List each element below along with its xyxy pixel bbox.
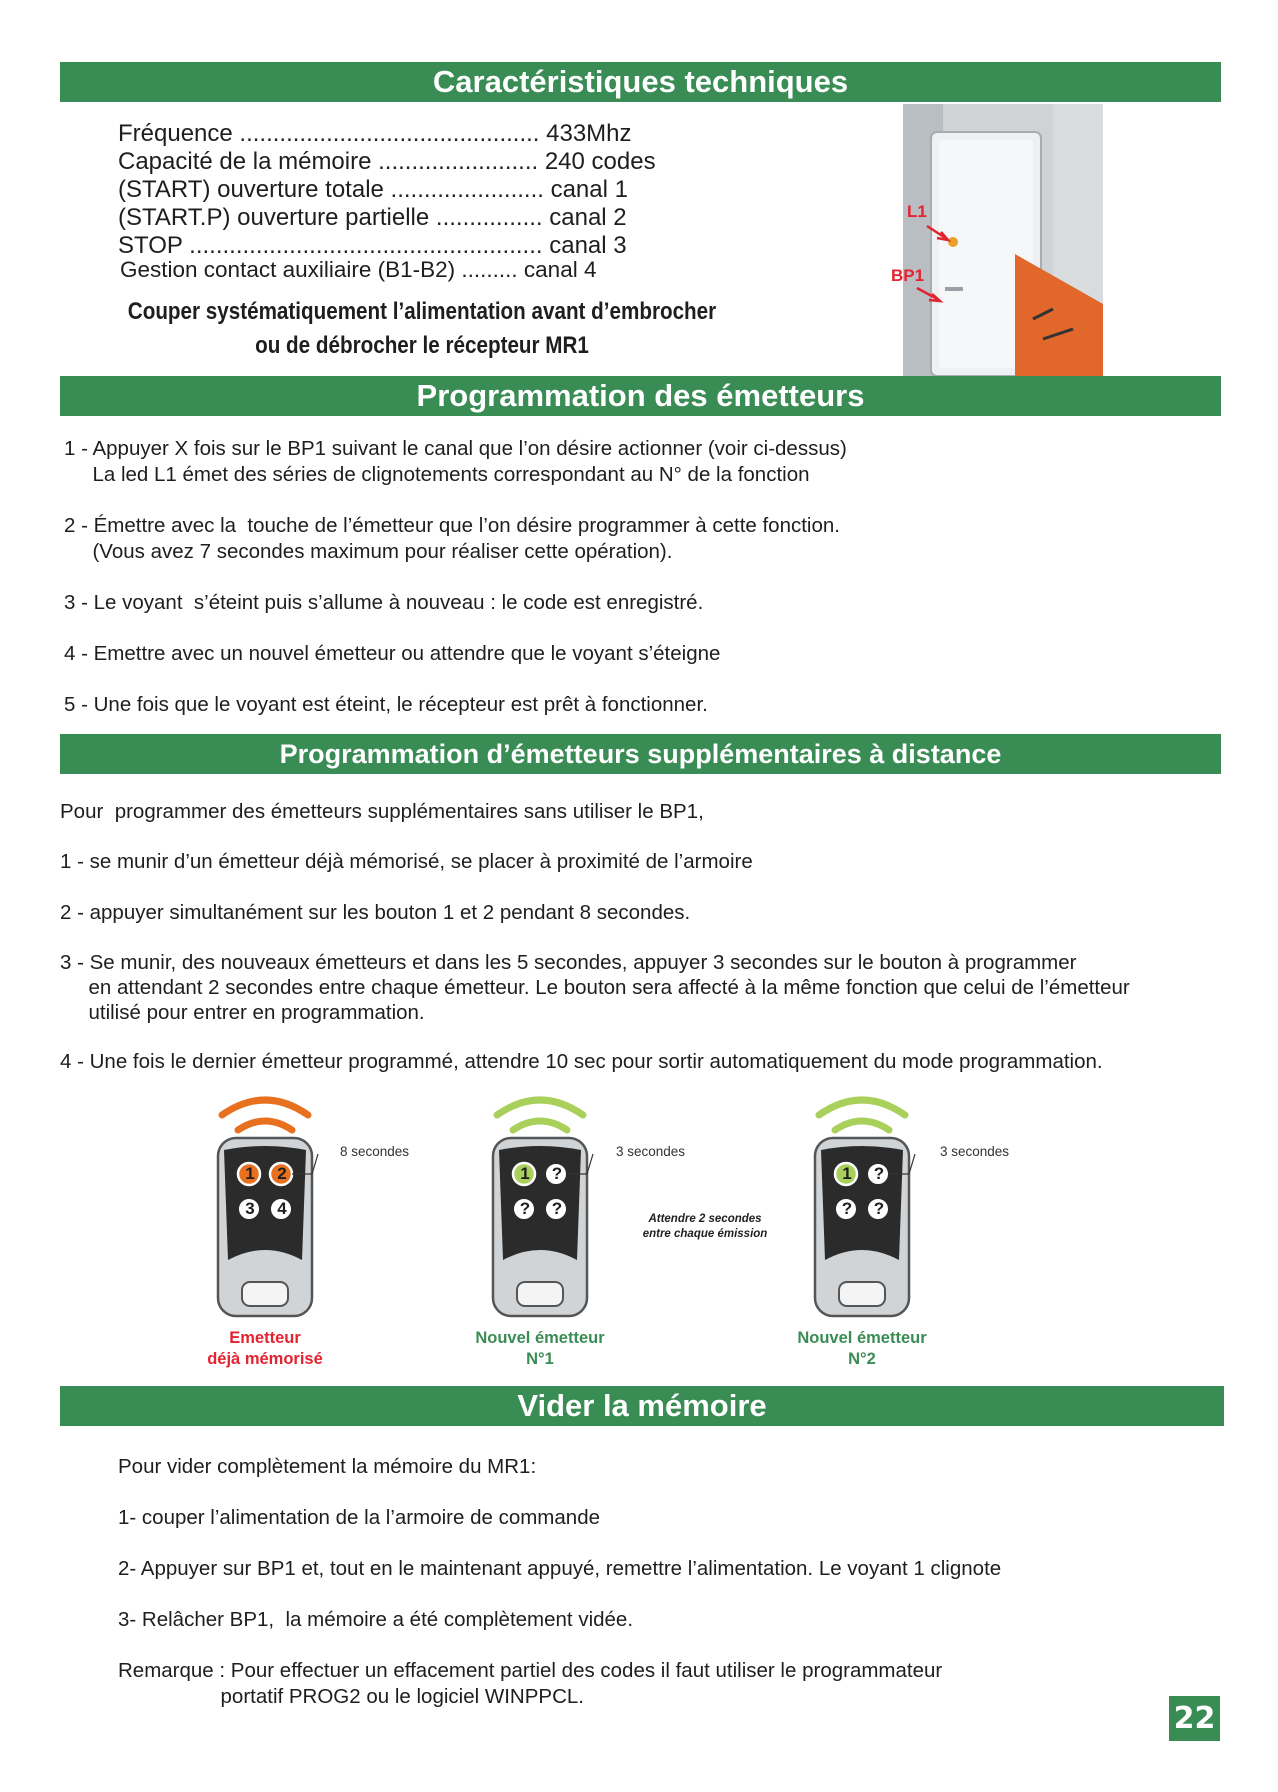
wait-note bbox=[620, 1212, 790, 1242]
signal-waves-icon bbox=[497, 1100, 583, 1115]
prog-step-4: 4 - Emettre avec un nouvel émetteur ou attendre que le voyant s’éteigne bbox=[64, 642, 721, 665]
remote-1-caption-line1: Emetteur bbox=[229, 1329, 301, 1347]
prog-step-3: 3 - Le voyant s’éteint puis s’allume à nouveau : le code est enregistré. bbox=[64, 591, 704, 614]
dist-intro: Pour programmer des émetteurs supplémentaires sans utiliser le BP1, bbox=[60, 800, 704, 823]
vider-remarque: Remarque : Pour effectuer un effacement partiel des codes il faut utiliser le programmateur bbox=[118, 1659, 943, 1682]
dist-step-3-detail-a: en attendant 2 secondes entre chaque émetteur. Le bouton sera affecté à la même fonction que celui de l’émetteur bbox=[60, 976, 1130, 999]
spec-auxiliaire: Gestion contact auxiliaire (B1-B2) ......... canal 4 bbox=[120, 257, 597, 282]
vider-step-2: 2- Appuyer sur BP1 et, tout en le maintenant appuyé, remettre l’alimentation. Le voyant 1 clignote bbox=[118, 1557, 1002, 1580]
spec-start: (START) ouverture totale ....................... canal 1 bbox=[118, 176, 628, 203]
wait-note-line2: entre chaque émission bbox=[642, 1228, 768, 1240]
remote-1-hold-label: 8 secondes bbox=[340, 1144, 410, 1159]
remote-3 bbox=[807, 1090, 917, 1320]
signal-waves-icon bbox=[819, 1100, 905, 1115]
remote-3-hold-label: 3 secondes bbox=[940, 1144, 1010, 1159]
remote-3-caption-line2: N°2 bbox=[848, 1350, 876, 1368]
spec-start-p: (START.P) ouverture partielle ................ canal 2 bbox=[118, 204, 627, 231]
remote-1-button-1: 1 bbox=[245, 1164, 255, 1183]
prog-step-5: 5 - Une fois que le voyant est éteint, le récepteur est prêt à fonctionner. bbox=[64, 693, 708, 716]
signal-waves-icon bbox=[222, 1100, 308, 1115]
remote-3-button-2: ? bbox=[873, 1164, 885, 1183]
spec-stop: STOP ..................................................... canal 3 bbox=[118, 232, 627, 259]
vider-remarque-detail: portatif PROG2 ou le logiciel WINPPCL. bbox=[118, 1685, 584, 1708]
remote-2 bbox=[485, 1090, 595, 1320]
vider-step-3: 3- Relâcher BP1, la mémoire a été complètement vidée. bbox=[118, 1608, 634, 1631]
vider-intro: Pour vider complètement la mémoire du MR1: bbox=[118, 1455, 537, 1478]
section-title-programmation: Programmation des émetteurs bbox=[60, 376, 1221, 416]
spec-capacite: Capacité de la mémoire ........................ 240 codes bbox=[118, 148, 656, 175]
remote-2-caption bbox=[445, 1328, 635, 1370]
remote-2-button-1: 1 bbox=[520, 1164, 530, 1183]
remote-2-caption-line2: N°1 bbox=[526, 1350, 554, 1368]
photo-label-bp1: BP1 bbox=[891, 266, 925, 285]
section-title-distance: Programmation d’émetteurs supplémentaires à distance bbox=[60, 734, 1221, 774]
remote-1-button-2: 2 bbox=[277, 1164, 287, 1183]
dist-step-3: 3 - Se munir, des nouveaux émetteurs et dans les 5 secondes, appuyer 3 secondes sur le bouton à programmer bbox=[60, 951, 1077, 974]
section-title-caracteristiques: Caractéristiques techniques bbox=[60, 62, 1221, 102]
prog-step-1: 1 - Appuyer X fois sur le BP1 suivant le canal que l’on désire actionner (voir ci-dessus) bbox=[64, 437, 847, 460]
spec-frequence: Fréquence ............................................. 433Mhz bbox=[118, 120, 632, 147]
remote-2-caption-line1: Nouvel émetteur bbox=[475, 1329, 605, 1347]
remote-1-button-3: 3 bbox=[245, 1199, 255, 1218]
remote-2-button-2: ? bbox=[551, 1164, 563, 1183]
warning-line-1: Couper systématiquement l’alimentation avant d’embrocher bbox=[127, 298, 717, 325]
remote-2-hold-label: 3 secondes bbox=[616, 1144, 686, 1159]
dist-step-1: 1 - se munir d’un émetteur déjà mémorisé, se placer à proximité de l’armoire bbox=[60, 850, 753, 873]
photo-arrows bbox=[903, 104, 1103, 376]
prog-step-1-detail: La led L1 émet des séries de clignotements correspondant au N° de la fonction bbox=[64, 463, 810, 486]
photo-label-l1: L1 bbox=[907, 202, 927, 221]
wait-note-line1: Attendre 2 secondes bbox=[648, 1213, 762, 1225]
remote-2-button-4: ? bbox=[551, 1199, 563, 1218]
prog-step-2: 2 - Émettre avec la touche de l’émetteur que l’on désire programmer à cette fonction. bbox=[64, 514, 840, 537]
warning-line-2: ou de débrocher le récepteur MR1 bbox=[255, 332, 589, 359]
remote-3-button-1: 1 bbox=[842, 1164, 852, 1183]
remote-3-button-4: ? bbox=[873, 1199, 885, 1218]
remote-1 bbox=[210, 1090, 320, 1320]
dist-step-4: 4 - Une fois le dernier émetteur programmé, attendre 10 sec pour sortir automatiquement du mode programmation. bbox=[60, 1050, 1103, 1073]
remote-3-caption bbox=[767, 1328, 957, 1370]
remote-1-caption bbox=[170, 1328, 360, 1370]
section-title-vider: Vider la mémoire bbox=[60, 1386, 1224, 1426]
page-number: 22 bbox=[1169, 1696, 1220, 1741]
dist-step-3-detail-b: utilisé pour entrer en programmation. bbox=[60, 1001, 425, 1024]
remote-2-button-3: ? bbox=[519, 1199, 531, 1218]
receiver-photo bbox=[891, 104, 1103, 376]
remote-3-button-3: ? bbox=[841, 1199, 853, 1218]
prog-step-2-detail: (Vous avez 7 secondes maximum pour réaliser cette opération). bbox=[64, 540, 673, 563]
dist-step-2: 2 - appuyer simultanément sur les bouton 1 et 2 pendant 8 secondes. bbox=[60, 901, 691, 924]
vider-step-1: 1- couper l’alimentation de la l’armoire de commande bbox=[118, 1506, 600, 1529]
remote-1-button-4: 4 bbox=[277, 1199, 287, 1218]
remote-3-caption-line1: Nouvel émetteur bbox=[797, 1329, 927, 1347]
remote-1-caption-line2: déjà mémorisé bbox=[207, 1350, 323, 1368]
